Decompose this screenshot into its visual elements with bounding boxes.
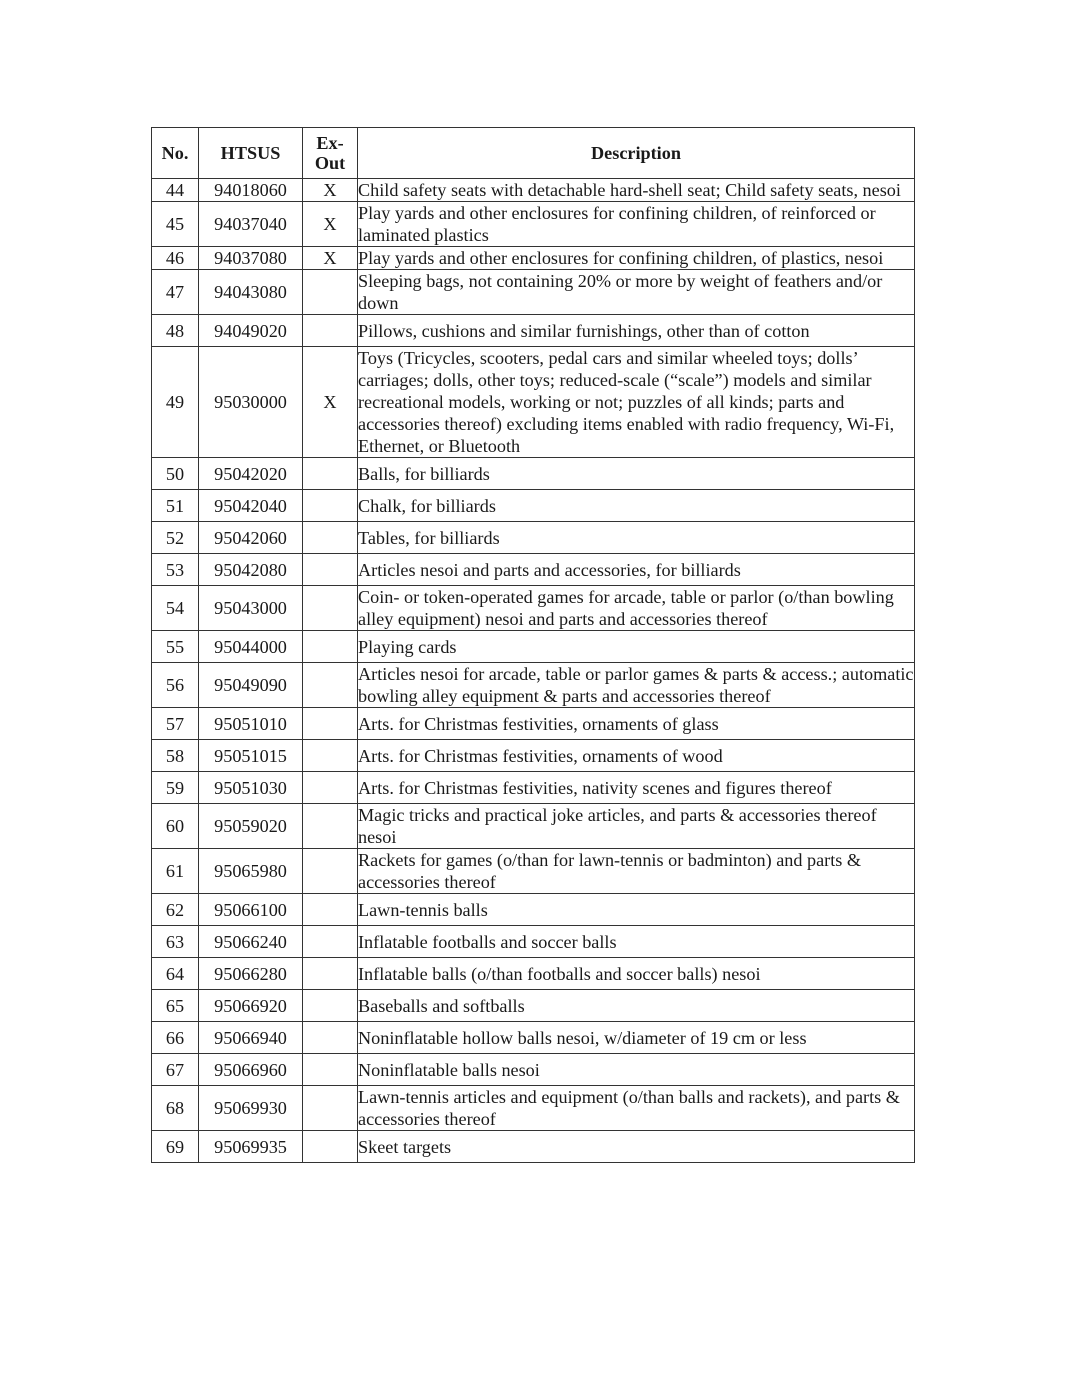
table-row bbox=[152, 958, 915, 990]
cell-description: Tables, for billiards bbox=[358, 522, 915, 554]
cell-description: Play yards and other enclosures for confining children, of reinforced or laminated plastics bbox=[358, 202, 915, 247]
cell-htsus: 95066240 bbox=[199, 926, 303, 958]
cell-htsus: 95030000 bbox=[199, 347, 303, 458]
cell-no: 65 bbox=[152, 990, 199, 1022]
cell-htsus: 95059020 bbox=[199, 804, 303, 849]
cell-description: Articles nesoi for arcade, table or parlor games & parts & access.; automatic bowling alley equipment & parts and accessories thereof bbox=[358, 664, 914, 706]
cell-no: 55 bbox=[152, 631, 199, 663]
cell-description: Inflatable balls (o/than footballs and soccer balls) nesoi bbox=[358, 958, 915, 990]
cell-ex-out: X bbox=[303, 347, 358, 458]
table-row bbox=[152, 1022, 915, 1054]
cell-no: 59 bbox=[152, 772, 199, 804]
table-row bbox=[152, 586, 915, 631]
cell-no: 45 bbox=[152, 202, 199, 247]
cell-ex-out bbox=[303, 270, 358, 315]
cell-no: 47 bbox=[152, 270, 199, 315]
cell-ex-out bbox=[303, 1054, 358, 1086]
cell-ex-out bbox=[303, 522, 358, 554]
table-row bbox=[152, 347, 915, 458]
cell-ex-out bbox=[303, 1086, 358, 1131]
cell-description: Noninflatable balls nesoi bbox=[358, 1054, 915, 1086]
cell-ex-out bbox=[303, 1131, 358, 1163]
table-row bbox=[152, 270, 915, 315]
cell-htsus: 94018060 bbox=[199, 179, 303, 202]
table-row bbox=[152, 1131, 915, 1163]
cell-description: Articles nesoi and parts and accessories, for billiards bbox=[358, 554, 915, 586]
table-row bbox=[152, 708, 915, 740]
table-row bbox=[152, 522, 915, 554]
cell-ex-out bbox=[303, 894, 358, 926]
cell-no: 69 bbox=[152, 1131, 199, 1163]
table-row bbox=[152, 990, 915, 1022]
table-row bbox=[152, 179, 915, 202]
cell-htsus: 95066280 bbox=[199, 958, 303, 990]
cell-htsus: 95042080 bbox=[199, 554, 303, 586]
header-description: Description bbox=[358, 128, 915, 179]
table-header-row bbox=[152, 128, 915, 179]
cell-description: Rackets for games (o/than for lawn-tennis or badminton) and parts & accessories thereof bbox=[358, 849, 915, 894]
header-ex-out-line2: Out bbox=[314, 153, 346, 173]
cell-htsus: 95066940 bbox=[199, 1022, 303, 1054]
cell-description: Baseballs and softballs bbox=[358, 990, 915, 1022]
cell-ex-out bbox=[303, 631, 358, 663]
table-row bbox=[152, 926, 915, 958]
table-row bbox=[152, 1086, 915, 1131]
cell-description: Pillows, cushions and similar furnishings, other than of cotton bbox=[358, 315, 915, 347]
cell-no: 58 bbox=[152, 740, 199, 772]
table-row bbox=[152, 663, 915, 708]
cell-ex-out bbox=[303, 458, 358, 490]
cell-no: 48 bbox=[152, 315, 199, 347]
cell-htsus: 95069930 bbox=[199, 1086, 303, 1131]
cell-ex-out bbox=[303, 554, 358, 586]
table-row bbox=[152, 849, 915, 894]
cell-description: Lawn-tennis balls bbox=[358, 894, 915, 926]
cell-ex-out bbox=[303, 958, 358, 990]
cell-ex-out bbox=[303, 315, 358, 347]
cell-description: Chalk, for billiards bbox=[358, 490, 915, 522]
cell-ex-out bbox=[303, 490, 358, 522]
cell-no: 67 bbox=[152, 1054, 199, 1086]
cell-description: Arts. for Christmas festivities, ornaments of glass bbox=[358, 708, 915, 740]
table-row bbox=[152, 554, 915, 586]
table-row bbox=[152, 490, 915, 522]
cell-ex-out bbox=[303, 1022, 358, 1054]
cell-ex-out bbox=[303, 708, 358, 740]
cell-no: 56 bbox=[152, 663, 199, 708]
cell-htsus: 95066960 bbox=[199, 1054, 303, 1086]
cell-htsus: 94049020 bbox=[199, 315, 303, 347]
cell-description: Magic tricks and practical joke articles, and parts & accessories thereof nesoi bbox=[358, 804, 915, 849]
cell-description: Arts. for Christmas festivities, ornaments of wood bbox=[358, 740, 915, 772]
table-row bbox=[152, 315, 915, 347]
cell-no: 50 bbox=[152, 458, 199, 490]
cell-no: 64 bbox=[152, 958, 199, 990]
cell-no: 53 bbox=[152, 554, 199, 586]
table-row bbox=[152, 772, 915, 804]
cell-ex-out: X bbox=[303, 179, 358, 202]
cell-ex-out bbox=[303, 849, 358, 894]
table-row bbox=[152, 804, 915, 849]
header-ex-out bbox=[303, 128, 358, 179]
cell-htsus: 95051010 bbox=[199, 708, 303, 740]
cell-htsus: 95049090 bbox=[199, 663, 303, 708]
cell-description: Play yards and other enclosures for confining children, of plastics, nesoi bbox=[358, 247, 915, 270]
cell-htsus: 95042040 bbox=[199, 490, 303, 522]
cell-no: 68 bbox=[152, 1086, 199, 1131]
cell-no: 60 bbox=[152, 804, 199, 849]
cell-no: 46 bbox=[152, 247, 199, 270]
cell-htsus: 94043080 bbox=[199, 270, 303, 315]
cell-ex-out bbox=[303, 990, 358, 1022]
table-row bbox=[152, 740, 915, 772]
cell-no: 63 bbox=[152, 926, 199, 958]
cell-description: Noninflatable hollow balls nesoi, w/diameter of 19 cm or less bbox=[358, 1022, 915, 1054]
cell-description: Child safety seats with detachable hard-shell seat; Child safety seats, nesoi bbox=[358, 179, 915, 202]
cell-no: 62 bbox=[152, 894, 199, 926]
cell-description: Inflatable footballs and soccer balls bbox=[358, 926, 915, 958]
cell-htsus: 95066100 bbox=[199, 894, 303, 926]
cell-htsus: 95043000 bbox=[199, 586, 303, 631]
cell-ex-out: X bbox=[303, 247, 358, 270]
cell-ex-out bbox=[303, 586, 358, 631]
cell-no: 49 bbox=[152, 347, 199, 458]
cell-htsus: 94037040 bbox=[199, 202, 303, 247]
cell-ex-out bbox=[303, 663, 358, 708]
cell-description: Sleeping bags, not containing 20% or more by weight of feathers and/or down bbox=[358, 270, 915, 315]
table-row bbox=[152, 1054, 915, 1086]
cell-no: 61 bbox=[152, 849, 199, 894]
cell-no: 44 bbox=[152, 179, 199, 202]
cell-description: Lawn-tennis articles and equipment (o/than balls and rackets), and parts & accessories thereof bbox=[358, 1086, 915, 1131]
cell-ex-out: X bbox=[303, 202, 358, 247]
cell-description: Toys (Tricycles, scooters, pedal cars and similar wheeled toys; dolls’ carriages; dolls, other toys; reduced-scale (“scale”) models and similar recreational models, working or not; puzzles of all kinds; parts and accessories thereof) excluding items enabled with radio frequency, Wi-Fi, Ethernet, or Bluetooth bbox=[358, 347, 915, 458]
table-row bbox=[152, 894, 915, 926]
header-ex-out-line1: Ex- bbox=[316, 133, 344, 153]
cell-htsus: 95044000 bbox=[199, 631, 303, 663]
cell-ex-out bbox=[303, 740, 358, 772]
cell-htsus: 95051030 bbox=[199, 772, 303, 804]
cell-description: Balls, for billiards bbox=[358, 458, 915, 490]
header-htsus: HTSUS bbox=[199, 128, 303, 179]
cell-description: Coin- or token-operated games for arcade, table or parlor (o/than bowling alley equipment) nesoi and parts and accessories thereof bbox=[358, 586, 915, 631]
cell-htsus: 95042060 bbox=[199, 522, 303, 554]
cell-ex-out bbox=[303, 804, 358, 849]
cell-description: Playing cards bbox=[358, 631, 915, 663]
cell-description: Skeet targets bbox=[358, 1131, 915, 1163]
cell-no: 51 bbox=[152, 490, 199, 522]
cell-ex-out bbox=[303, 772, 358, 804]
table-row bbox=[152, 247, 915, 270]
table-row bbox=[152, 458, 915, 490]
table-row bbox=[152, 631, 915, 663]
cell-no: 54 bbox=[152, 586, 199, 631]
cell-description: Arts. for Christmas festivities, nativity scenes and figures thereof bbox=[358, 772, 915, 804]
cell-htsus: 94037080 bbox=[199, 247, 303, 270]
htsus-exclusion-table bbox=[151, 127, 915, 1163]
cell-htsus: 95065980 bbox=[199, 849, 303, 894]
cell-htsus: 95051015 bbox=[199, 740, 303, 772]
cell-no: 52 bbox=[152, 522, 199, 554]
cell-htsus: 95042020 bbox=[199, 458, 303, 490]
cell-ex-out bbox=[303, 926, 358, 958]
cell-htsus: 95069935 bbox=[199, 1131, 303, 1163]
table-row bbox=[152, 202, 915, 247]
cell-no: 66 bbox=[152, 1022, 199, 1054]
header-no: No. bbox=[152, 128, 199, 179]
cell-no: 57 bbox=[152, 708, 199, 740]
cell-htsus: 95066920 bbox=[199, 990, 303, 1022]
